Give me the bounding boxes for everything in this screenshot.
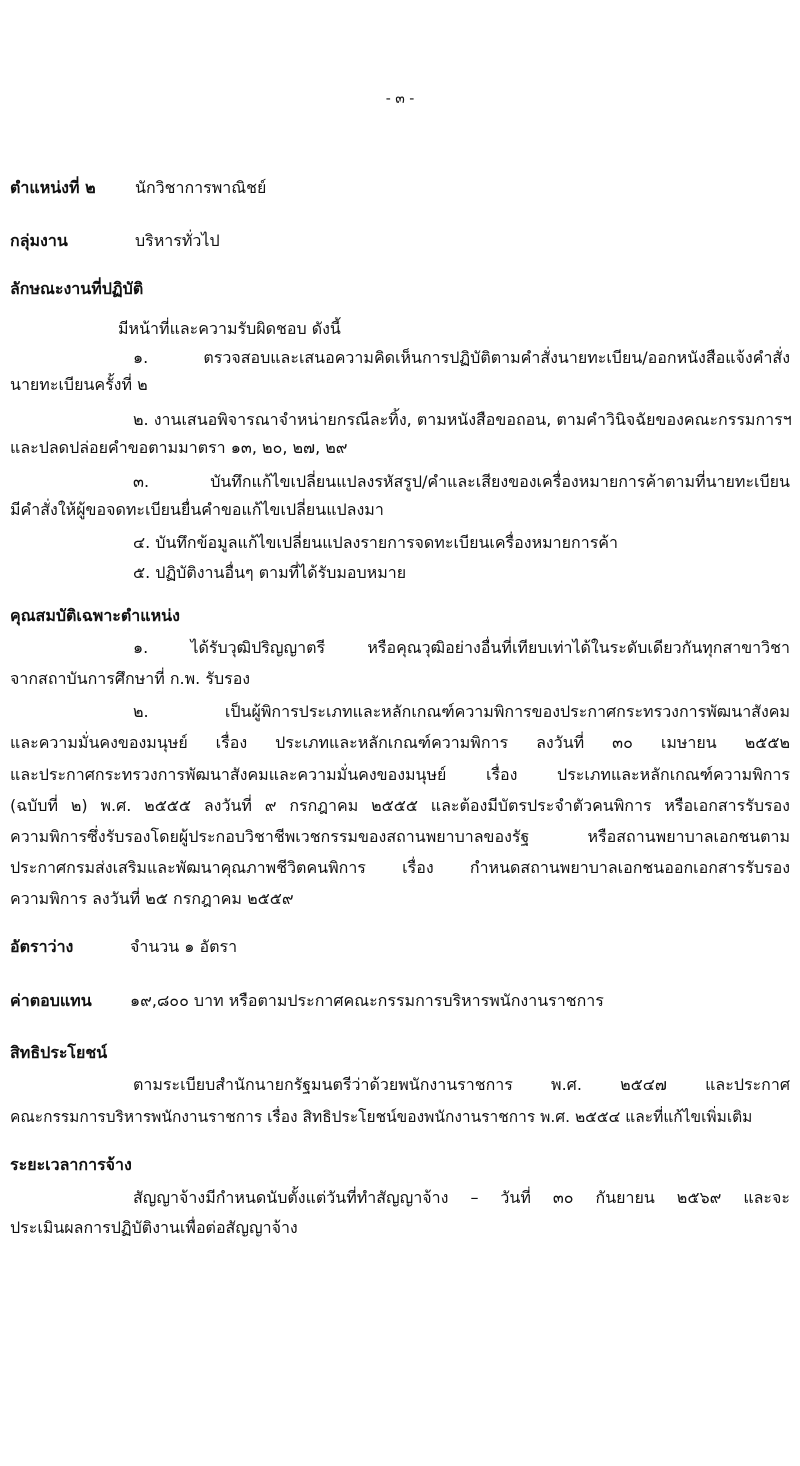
- qualification-1-line2: จากสถาบันการศึกษาที่ ก.พ. รับรอง: [10, 669, 251, 688]
- qualification-1-line1: ๑. ได้รับวุฒิปริญญาตรี หรือคุณวุฒิอย่างอื่นที่เทียบเท่าได้ในระดับเดียวกันทุกสาขาวิชา: [133, 638, 790, 657]
- group-value: บริหารทั่วไป: [135, 231, 220, 250]
- duties-intro: มีหน้าที่และความรับผิดชอบ ดังนี้: [118, 319, 341, 338]
- duty-item-4: ๔. บันทึกข้อมูลแก้ไขเปลี่ยนแปลงรายการจดทะเบียนเครื่องหมายการค้า: [133, 533, 618, 552]
- benefits-line2: คณะกรรมการบริหารพนักงานราชการ เรื่อง สิทธิประโยชน์ของพนักงานราชการ พ.ศ. ๒๕๕๔ และที่แก้ไขเพิ่มเติม: [10, 1108, 753, 1126]
- qualification-2-line6: ประกาศกรมส่งเสริมและพัฒนาคุณภาพชีวิตคนพิการ เรื่อง กำหนดสถานพยาบาลเอกชนออกเอกสารรับรอง: [10, 858, 790, 877]
- duty-item-2-line2: และปลดปล่อยคำขอตามมาตรา ๑๓, ๒๐, ๒๗, ๒๙: [10, 438, 348, 457]
- duty-item-2-line1: ๒. งานเสนอพิจารณาจำหน่ายกรณีละทิ้ง, ตามหนังสือขอถอน, ตามคำวินิจฉัยของคณะกรรมการฯ: [133, 410, 792, 429]
- qualifications-heading: คุณสมบัติเฉพาะตำแหน่ง: [10, 606, 180, 625]
- duty-item-3-line1: ๓. บันทึกแก้ไขเปลี่ยนแปลงรหัสรูป/คำและเสียงของเครื่องหมายการค้าตามที่นายทะเบียน: [133, 472, 790, 491]
- employment-heading: ระยะเวลาการจ้าง: [10, 1155, 132, 1174]
- duty-item-3-line2: มีคำสั่งให้ผู้ขอจดทะเบียนยื่นคำขอแก้ไขเปลี่ยนแปลงมา: [10, 500, 384, 519]
- vacancy-value: จำนวน ๑ อัตรา: [130, 937, 238, 956]
- employment-line2: ประเมินผลการปฏิบัติงานเพื่อต่อสัญญาจ้าง: [10, 1218, 298, 1237]
- position-label: ตำแหน่งที่ ๒: [10, 178, 96, 197]
- benefits-line1: ตามระเบียบสำนักนายกรัฐมนตรีว่าด้วยพนักงานราชการ พ.ศ. ๒๕๔๗ และประกาศ: [133, 1075, 790, 1094]
- employment-line1: สัญญาจ้างมีกำหนดนับตั้งแต่วันที่ทำสัญญาจ้าง – วันที่ ๓๐ กันยายน ๒๕๖๙ และจะ: [133, 1188, 790, 1207]
- qualification-2-line3: และประกาศกระทรวงการพัฒนาสังคมและความมั่นคงของมนุษย์ เรื่อง ประเภทและหลักเกณฑ์ความพิการ: [10, 765, 790, 784]
- duties-heading: ลักษณะงานที่ปฏิบัติ: [10, 279, 144, 298]
- position-value: นักวิชาการพาณิชย์: [135, 178, 267, 197]
- benefits-heading: สิทธิประโยชน์: [10, 1043, 108, 1062]
- vacancy-label: อัตราว่าง: [10, 937, 74, 956]
- qualification-2-line7: ความพิการ ลงวันที่ ๒๕ กรกฎาคม ๒๕๕๙: [10, 889, 294, 908]
- duty-item-5: ๕. ปฏิบัติงานอื่นๆ ตามที่ได้รับมอบหมาย: [133, 563, 407, 582]
- salary-label: ค่าตอบแทน: [10, 991, 92, 1010]
- qualification-2-line4: (ฉบับที่ ๒) พ.ศ. ๒๕๕๕ ลงวันที่ ๙ กรกฎาคม ๒๕๕๕ และต้องมีบัตรประจำตัวคนพิการ หรือเอกสารรับรอง: [10, 796, 790, 815]
- page-number: - ๓ -: [385, 91, 415, 107]
- qualification-2-line1: ๒. เป็นผู้พิการประเภทและหลักเกณฑ์ความพิการของประกาศกระทรวงการพัฒนาสังคม: [133, 702, 790, 721]
- qualification-2-line2: และความมั่นคงของมนุษย์ เรื่อง ประเภทและหลักเกณฑ์ความพิการ ลงวันที่ ๓๐ เมษายน ๒๕๕๒: [10, 733, 790, 752]
- qualification-2-line5: ความพิการซึ่งรับรองโดยผู้ประกอบวิชาชีพเวชกรรมของสถานพยาบาลของรัฐ หรือสถานพยาบาลเอกชนตาม: [10, 827, 790, 846]
- duty-item-1-line2: นายทะเบียนครั้งที่ ๒: [10, 375, 148, 394]
- duty-item-1-line1: ๑. ตรวจสอบและเสนอความคิดเห็นการปฏิบัติตามคำสั่งนายทะเบียน/ออกหนังสือแจ้งคำสั่ง: [133, 348, 790, 367]
- salary-value: ๑๙,๘๐๐ บาท หรือตามประกาศคณะกรรมการบริหารพนักงานราชการ: [130, 991, 604, 1010]
- group-label: กลุ่มงาน: [10, 231, 68, 250]
